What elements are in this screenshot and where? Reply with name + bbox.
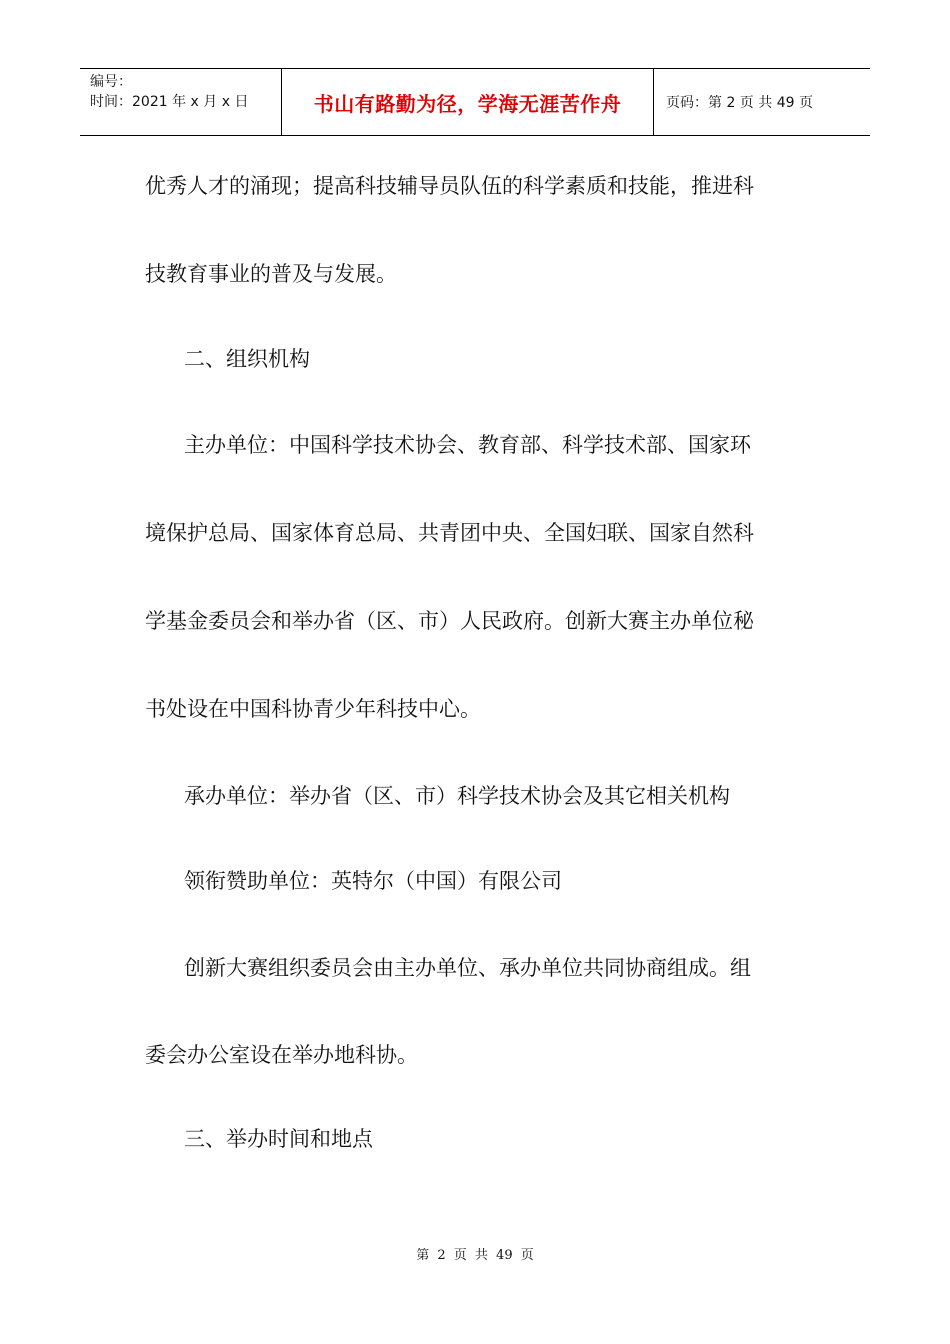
date-label: 时间：2021 年 x 月 x 日	[90, 94, 249, 110]
header-motto: 书山有路勤为径，学海无涯苦作舟	[282, 69, 654, 135]
body-line: 委会办公室设在举办地科协。	[145, 1043, 418, 1067]
body-line: 主办单位：中国科学技术协会、教育部、科学技术部、国家环	[184, 433, 751, 457]
body-line: 创新大赛组织委员会由主办单位、承办单位共同协商组成。组	[184, 956, 751, 980]
section-heading: 三、举办时间和地点	[184, 1127, 373, 1151]
section-heading: 二、组织机构	[184, 347, 310, 371]
page-footer: 第 2 页 共 49 页	[416, 1248, 534, 1263]
number-label: 编号：	[90, 74, 132, 90]
header-page-info: 页码：第 2 页 共 49 页	[666, 95, 813, 111]
header-meta	[80, 69, 282, 135]
body-line: 优秀人才的涌现；提高科技辅导员队伍的科学素质和技能，推进科	[145, 174, 754, 198]
page-header	[80, 68, 870, 136]
body-line: 学基金委员会和举办省（区、市）人民政府。创新大赛主办单位秘	[145, 609, 754, 633]
body-line: 书处设在中国科协青少年科技中心。	[145, 697, 481, 721]
body-line: 技教育事业的普及与发展。	[145, 262, 397, 286]
body-line: 承办单位：举办省（区、市）科学技术协会及其它相关机构	[184, 784, 730, 808]
body-line: 境保护总局、国家体育总局、共青团中央、全国妇联、国家自然科	[145, 521, 754, 545]
body-line: 领衔赞助单位：英特尔（中国）有限公司	[184, 869, 562, 893]
